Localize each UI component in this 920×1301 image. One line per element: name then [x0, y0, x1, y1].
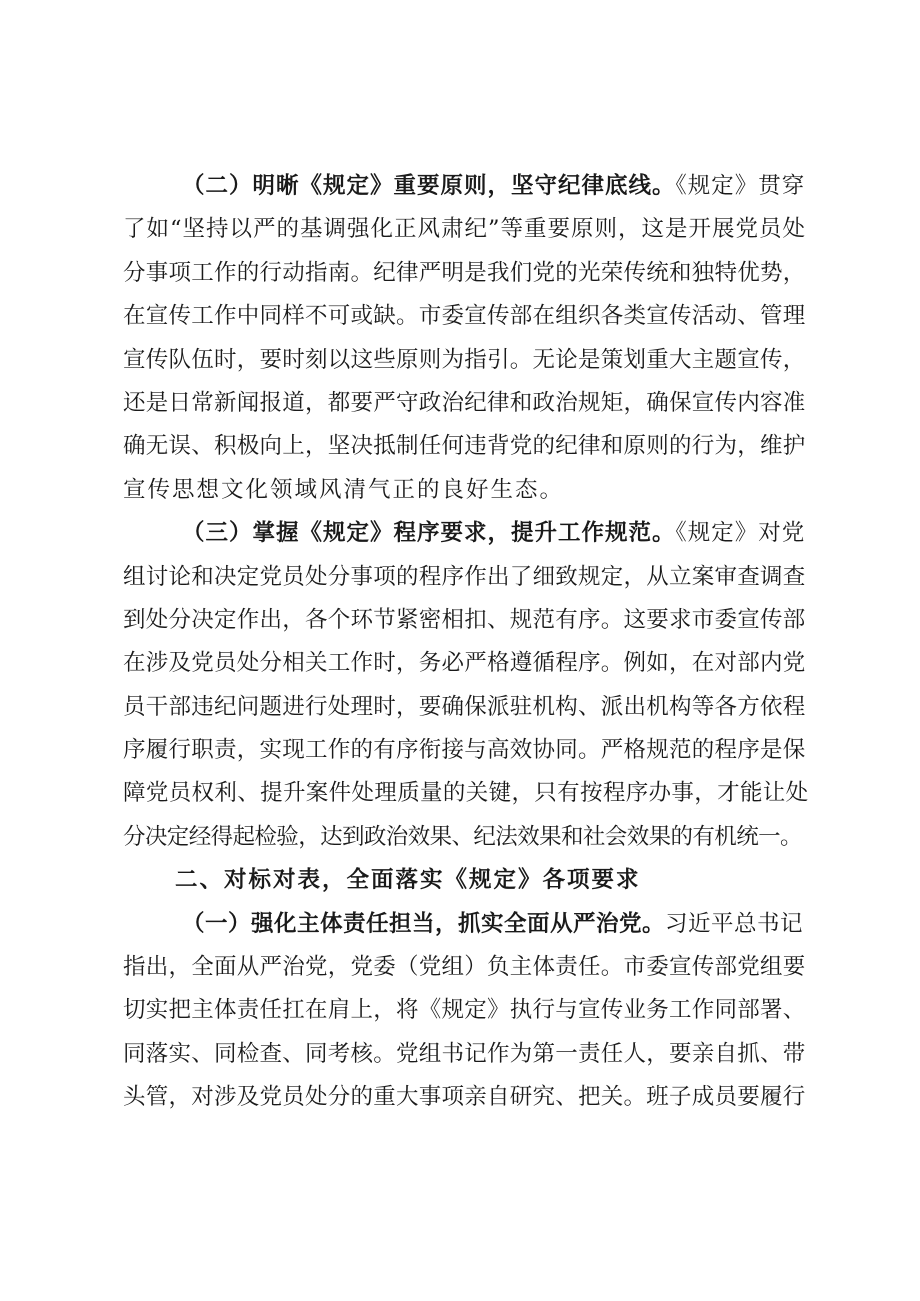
paragraph-line: [123, 903, 809, 946]
section-heading-2: （二）明晰《规定》重要原则，坚守纪律底线。: [182, 173, 676, 199]
paragraph-text: 《规定》对党: [675, 520, 806, 547]
paragraph-line: [123, 165, 809, 208]
document-body: [123, 165, 809, 1120]
section-heading-3: （三）掌握《规定》程序要求，提升工作规范。: [182, 520, 676, 547]
paragraph-line: 还是日常新闻报道，都要严守政治纪律和政治规矩，确保宣传内容准: [123, 389, 806, 416]
paragraph-line: 组讨论和决定党员处分事项的程序作出了细致规定，从立案审查调查: [123, 563, 806, 590]
paragraph-line: [123, 512, 809, 555]
paragraph-line: 切实把主体责任扛在肩上，将《规定》执行与宣传业务工作同部署、: [123, 997, 806, 1024]
paragraph-text: 习近平总书记: [665, 910, 804, 937]
paragraph-line: 确无误、积极向上，坚决抵制任何违背党的纪律和原则的行为，维护: [123, 433, 806, 460]
paragraph-line: 序履行职责，实现工作的有序衔接与高效协同。严格规范的程序是保: [123, 737, 806, 764]
paragraph-line: 障党员权利、提升案件处理质量的关键，只有按程序办事，才能让处: [123, 780, 809, 807]
paragraph-line: 宣传队伍时，要时刻以这些原则为指引。无论是策划重大主题宣传，: [123, 346, 806, 373]
part-heading: 二、对标对表，全面落实《规定》各项要求: [175, 867, 641, 894]
paragraph-line: 分决定经得起检验，达到政治效果、纪法效果和社会效果的有机统一。: [123, 823, 802, 850]
paragraph-line: 了如“坚持以严的基调强化正风肃纪”等重要原则，这是开展党员处: [123, 216, 807, 243]
paragraph-line: 同落实、同检查、同考核。党组书记作为第一责任人，要亲自抓、带: [123, 1040, 806, 1067]
section-heading-1: （一）强化主体责任担当，抓实全面从严治党。: [182, 910, 666, 937]
paragraph-line: 员干部违纪问题进行处理时，要确保派驻机构、派出机构等各方依程: [123, 693, 806, 720]
paragraph-line: 在涉及党员处分相关工作时，务必严格遵循程序。例如，在对部内党: [123, 650, 806, 677]
paragraph-line: 分事项工作的行动指南。纪律严明是我们党的光荣传统和独特优势，: [123, 259, 806, 286]
paragraph-line: 宣传思想文化领域风清气正的良好生态。: [123, 476, 565, 503]
paragraph-line: 到处分决定作出，各个环节紧密相扣、规范有序。这要求市委宣传部: [123, 606, 806, 633]
paragraph-line: 头管，对涉及党员处分的重大事项亲自研究、把关。班子成员要履行: [123, 1084, 806, 1111]
paragraph-line: 指出，全面从严治党，党委（党组）负主体责任。市委宣传部党组要: [123, 954, 806, 981]
paragraph-line: 在宣传工作中同样不可或缺。市委宣传部在组织各类宣传活动、管理: [123, 303, 806, 330]
paragraph-text: 《规定》贯穿: [675, 173, 806, 199]
